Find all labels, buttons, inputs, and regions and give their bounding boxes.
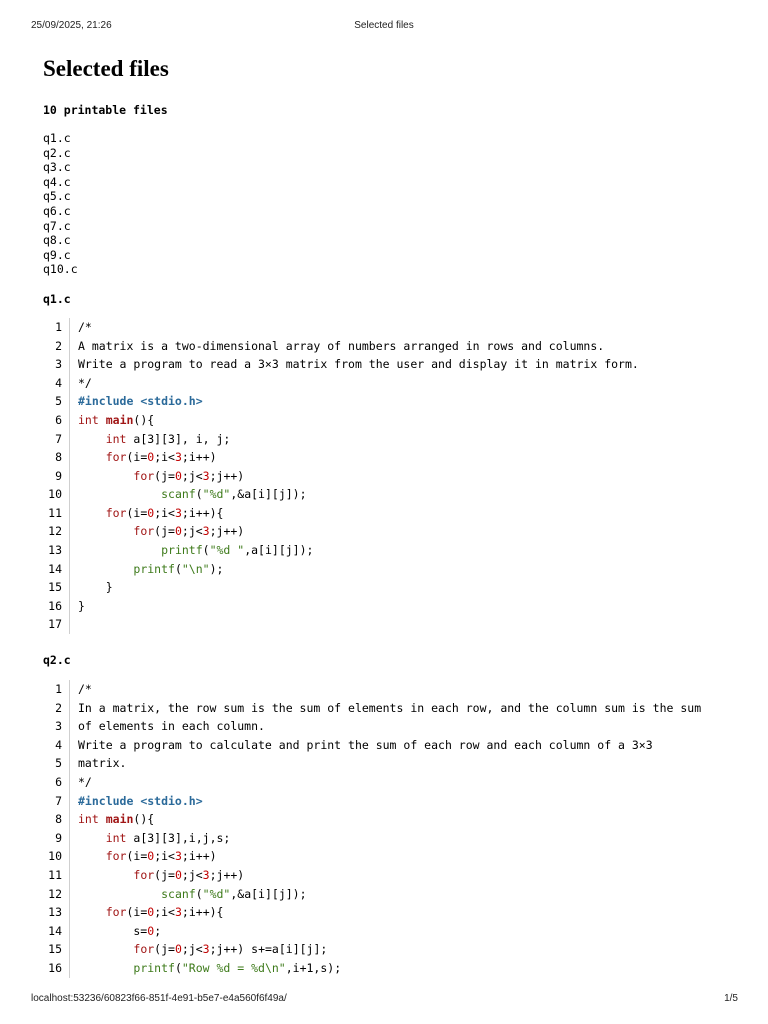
code-line [43,578,743,597]
code-text [70,959,341,978]
code-token: printf [133,561,175,576]
code-token: */ [78,375,92,390]
line-number: 4 [43,736,70,755]
code-text [70,754,126,773]
line-number: 5 [43,754,70,773]
code-line [43,792,743,811]
code-token: "%d" [202,487,231,502]
code-line [43,866,743,885]
code-token: ; [154,923,162,938]
code-line [43,318,743,337]
code-line [43,903,743,922]
line-number: 1 [43,680,70,699]
code-token: (){ [133,412,155,427]
code-token: In a matrix, the row sum is the sum of elements in each row, and the column sum is the sum [78,700,702,715]
code-token: ;j++) [209,524,245,539]
code-token [78,524,133,538]
code-token: for [133,524,155,539]
code-token: (i= [126,450,148,465]
file-heading-q2: q2.c [43,653,71,668]
code-line [43,337,743,356]
print-page-number: 1/5 [724,993,738,1004]
code-token: (i= [126,905,148,920]
code-text [70,411,154,430]
code-text [70,467,244,486]
code-token: ;j< [181,867,203,882]
code-token: for [105,505,127,520]
code-text [70,680,92,699]
code-line [43,717,743,736]
document-content [43,55,743,978]
code-token [78,961,133,975]
code-text [70,337,604,356]
code-token: (i= [126,505,148,520]
code-text [70,597,85,616]
file-list-item: q5.c [43,189,71,204]
code-block-q2 [43,680,743,978]
code-token: ;i++) [181,849,217,864]
line-number: 15 [43,940,70,959]
line-number: 17 [43,615,70,634]
code-token: scanf [161,886,196,901]
line-number: 8 [43,448,70,467]
code-token [78,487,161,501]
code-text [70,903,223,922]
code-token [78,469,133,483]
code-token: int [105,830,127,845]
code-token: (j= [154,942,175,957]
file-list-item: q4.c [43,174,71,189]
code-text [70,940,327,959]
code-token: 0 [174,942,182,957]
code-text [70,810,154,829]
line-number: 1 [43,318,70,337]
print-url: localhost:53236/60823f66-851f-4e91-b5e7-e4a560f6f49a/ [31,993,287,1004]
line-number: 13 [43,541,70,560]
code-text [70,699,701,718]
line-number: 14 [43,560,70,579]
code-token: (){ [133,812,155,827]
code-token: int [78,412,99,427]
code-text [70,615,78,634]
line-number: 16 [43,959,70,978]
file-list [43,131,743,277]
line-number: 13 [43,903,70,922]
code-token: 0 [147,505,155,520]
code-line [43,940,743,959]
code-line [43,959,743,978]
code-token: ;j++) s+=a[i][j]; [209,942,328,957]
code-text [70,448,217,467]
code-token: ;j++) [209,867,245,882]
code-line [43,922,743,941]
code-token: <stdio.h> [133,394,203,409]
code-text [70,736,653,755]
code-text [70,374,92,393]
code-text [70,318,92,337]
line-number: 11 [43,866,70,885]
page-title: Selected files [43,56,169,81]
code-token: 0 [174,524,182,539]
code-token: matrix. [78,756,127,771]
code-line [43,847,743,866]
line-number: 8 [43,810,70,829]
code-token: ;i< [154,849,175,864]
code-token [99,812,106,826]
code-token: 3 [202,942,210,957]
code-token: for [105,905,127,920]
print-footer [0,993,768,1007]
code-token: ( [174,561,182,576]
code-token: 3 [202,867,210,882]
code-token: ;i< [154,505,175,520]
code-line [43,467,743,486]
code-text [70,560,223,579]
code-token [78,432,106,446]
code-token: A matrix is a two-dimensional array of numbers arranged in rows and columns. [78,338,605,353]
code-token: ;i++){ [181,905,224,920]
code-text [70,504,223,523]
code-token [78,831,106,845]
code-line [43,773,743,792]
code-token: printf [161,543,203,558]
line-number: 16 [43,597,70,616]
code-line [43,392,743,411]
code-text [70,922,161,941]
line-number: 3 [43,355,70,374]
code-token: ( [202,543,210,558]
code-token [78,942,133,956]
code-text [70,847,217,866]
code-text [70,430,230,449]
code-token: } [78,580,113,595]
code-token: 3 [174,505,182,520]
code-token [78,868,133,882]
code-token: ;i++) [181,450,217,465]
code-token: ;i++){ [181,505,224,520]
code-token: "%d " [209,543,245,558]
code-token: of elements in each column. [78,719,265,734]
line-number: 9 [43,467,70,486]
code-token: main [105,812,134,827]
code-token: 0 [147,450,155,465]
code-token [78,905,106,919]
code-token: ;i< [154,905,175,920]
code-token [78,562,133,576]
code-token [78,887,161,901]
code-token: int [78,812,99,827]
code-token: ;j< [181,942,203,957]
file-list-item: q1.c [43,131,71,145]
code-token: <stdio.h> [133,793,203,808]
code-token: ;j< [181,468,203,483]
line-number: 2 [43,699,70,718]
file-list-item: q10.c [43,262,78,277]
code-token: Write a program to read a 3×3 matrix from the user and display it in matrix form. [78,357,639,372]
code-token: for [133,942,155,957]
line-number: 2 [43,337,70,356]
code-text [70,829,230,848]
code-text [70,792,203,811]
code-token: /* [78,319,92,334]
code-token: ;j++) [209,468,245,483]
print-title: Selected files [354,20,414,31]
code-line [43,615,743,634]
line-number: 5 [43,392,70,411]
code-token: 0 [147,849,155,864]
code-token: ,&a[i][j]); [230,886,307,901]
code-token: (j= [154,867,175,882]
code-token: int [105,431,127,446]
code-token: for [133,468,155,483]
code-token: (j= [154,524,175,539]
line-number: 10 [43,847,70,866]
code-token: #include [78,394,134,409]
code-token: for [105,849,127,864]
code-line [43,560,743,579]
code-line [43,829,743,848]
code-token: 0 [147,905,155,920]
code-token [78,450,106,464]
code-token: scanf [161,487,196,502]
code-token: 3 [202,468,210,483]
code-line [43,355,743,374]
code-token: Write a program to calculate and print the sum of each row and each column of a 3×3 [78,737,653,752]
code-token: ( [195,886,203,901]
code-text [70,355,639,374]
line-number: 12 [43,522,70,541]
code-token [78,506,106,520]
line-number: 10 [43,485,70,504]
code-token: /* [78,682,92,697]
file-list-item: q8.c [43,233,71,248]
code-line [43,504,743,523]
code-line [43,699,743,718]
line-number: 4 [43,374,70,393]
code-token: 3 [202,524,210,539]
line-number: 9 [43,829,70,848]
code-text [70,866,244,885]
code-token: s= [78,923,148,938]
code-text [70,522,244,541]
code-token: ;j< [181,524,203,539]
print-datetime: 25/09/2025, 21:26 [31,20,112,31]
code-token: a[3][3], i, j; [126,431,231,446]
code-line [43,430,743,449]
code-token: a[3][3],i,j,s; [126,830,231,845]
code-token: ;i< [154,450,175,465]
code-token: for [133,867,155,882]
code-token [99,413,106,427]
code-token: */ [78,775,92,789]
print-header [0,20,768,34]
code-token: (i= [126,849,148,864]
code-line [43,810,743,829]
file-list-item: q6.c [43,203,71,218]
file-heading-q1: q1.c [43,291,71,306]
code-token: 3 [174,905,182,920]
code-line [43,374,743,393]
code-token: "%d" [202,886,231,901]
line-number: 15 [43,578,70,597]
code-token: "\n" [181,561,210,576]
code-line [43,448,743,467]
code-text [70,541,313,560]
code-line [43,541,743,560]
code-line [43,597,743,616]
code-line [43,754,743,773]
file-list-item: q9.c [43,247,71,262]
code-line [43,411,743,430]
code-token: } [78,598,85,613]
code-text [70,717,265,736]
code-token: ); [209,561,224,576]
code-token: main [105,412,134,427]
file-list-item: q3.c [43,160,71,175]
code-token: for [105,450,127,465]
code-line [43,680,743,699]
code-text [70,773,92,792]
line-number: 12 [43,885,70,904]
code-token: ( [195,487,203,502]
code-text [70,885,307,904]
code-token: 0 [147,923,155,938]
code-text [70,392,203,411]
code-line [43,885,743,904]
file-list-item: q7.c [43,218,71,233]
code-text [70,485,307,504]
code-block-q1 [43,318,743,634]
code-token: #include [78,793,134,808]
code-token: (j= [154,468,175,483]
code-token [78,849,106,863]
code-token: "Row %d = %d\n" [181,960,286,975]
file-list-item: q2.c [43,145,71,160]
code-token: 3 [174,849,182,864]
code-token: ,a[i][j]); [244,543,314,558]
line-number: 7 [43,792,70,811]
code-line [43,522,743,541]
line-number: 3 [43,717,70,736]
code-token: ,i+1,s); [285,960,342,975]
code-text [70,578,113,597]
code-token: 3 [174,450,182,465]
code-token [78,543,161,557]
line-number: 6 [43,411,70,430]
code-token: 0 [174,867,182,882]
code-token: printf [133,960,175,975]
line-number: 7 [43,430,70,449]
line-number: 6 [43,773,70,792]
line-number: 14 [43,922,70,941]
code-token: ( [174,960,182,975]
code-line [43,485,743,504]
file-count-label: 10 printable files [43,103,168,117]
code-line [43,736,743,755]
code-token: ,&a[i][j]); [230,487,307,502]
line-number: 11 [43,504,70,523]
code-token: 0 [174,468,182,483]
